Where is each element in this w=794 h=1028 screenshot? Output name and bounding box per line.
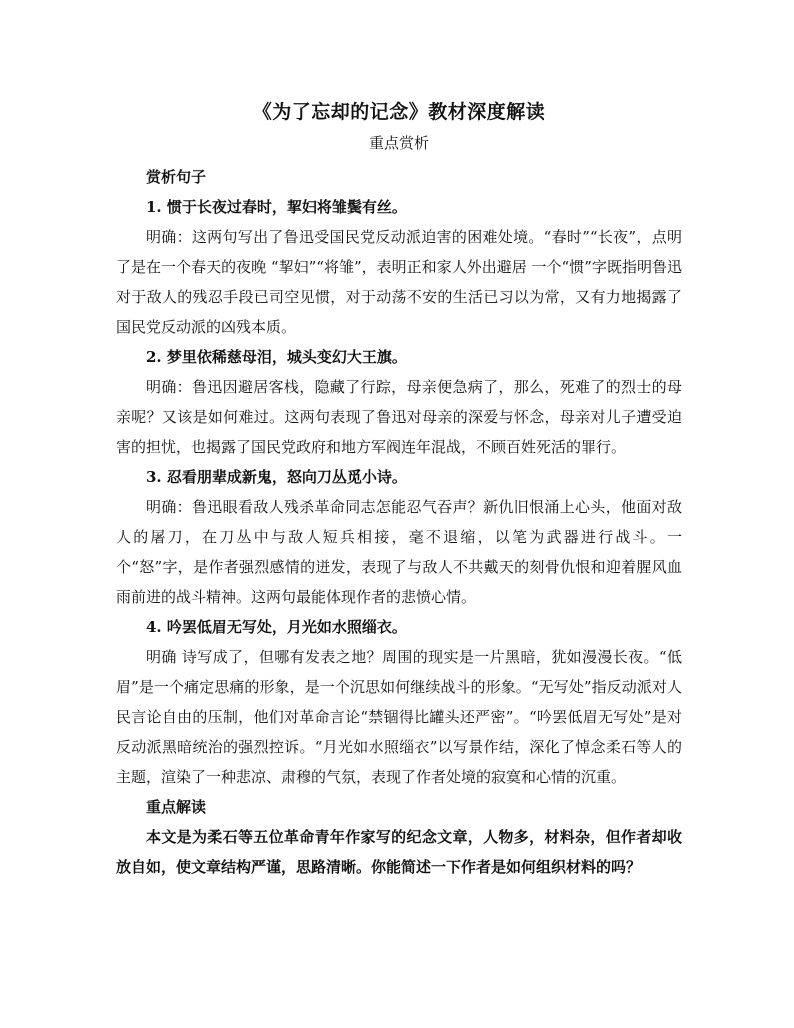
item-title-1: 1. 惯于长夜过春时，挈妇将雏鬓有丝。: [146, 198, 407, 216]
document-page: [116, 98, 682, 882]
key-reading-body: 本文是为柔石等五位革命青年作家写的纪念文章，人物多，材料杂，但作者却收放自如，使文章结构严谨，思路清晰。你能简述一下作者是如何组织材料的吗？: [116, 828, 682, 876]
item-body-3: 明确：鲁迅眼看敌人残杀革命同志怎能忍气吞声？新仇旧恨涌上心头，他面对敌人的屠刀，在刀丛中与敌人短兵相接，毫不退缩，以笔为武器进行战斗。一个“怒”字，是作者强烈感情的迸发，表现了与敌人不共戴天的刻骨仇恨和迎着腥风血雨前进的战斗精神。这两句最能体现作者的悲愤心情。: [116, 498, 682, 606]
item-title-2: 2. 梦里依稀慈母泪，城头变幻大王旗。: [146, 348, 407, 366]
item-title-3: 3. 忍看朋辈成新鬼，怒向刀丛觅小诗。: [146, 468, 407, 486]
document-subtitle: 重点赏析: [368, 134, 429, 152]
item-title-4: 4. 吟罢低眉无写处，月光如水照缁衣。: [146, 618, 407, 636]
item-body-2: 明确：鲁迅因避居客栈，隐藏了行踪，母亲便急病了，那么，死难了的烈士的母亲呢？又该是如何难过。这两句表现了鲁迅对母亲的深爱与怀念，母亲对儿子遭受迫害的担忧，也揭露了国民党政府和地方军阀连年混战，不顾百姓死活的罪行。: [116, 378, 682, 456]
item-body-4: 明确 诗写成了，但哪有发表之地？周围的现实是一片黑暗，犹如漫漫长夜。“低眉”是一个痛定思痛的形象，是一个沉思如何继续战斗的形象。“无写处”指反动派对人民言论自由的压制，他们对革命言论“禁锢得比罐头还严密”。“吟罢低眉无写处”是对反动派黑暗统治的强烈控诉。“月光如水照缁衣”以写景作结，深化了悼念柔石等人的主题，渲染了一种悲凉、肃穆的气氛，表现了作者处境的寂寞和心情的沉重。: [116, 648, 682, 786]
section-heading-analysis: 赏析句子: [146, 168, 207, 186]
document-title: 《为了忘却的记念》教材深度解读: [252, 101, 546, 123]
section-heading-key-reading: 重点解读: [146, 798, 207, 816]
item-body-1: 明确：这两句写出了鲁迅受国民党反动派迫害的困难处境。“春时”“长夜”，点明了是在一个春天的夜晚 “挈妇”“将雏”，表明正和家人外出避居 一个“惯”字既指明鲁迅对于敌人的残忍手段已司空见惯，对于动荡不安的生活已习以为常，又有力地揭露了国民党反动派的凶残本质。: [116, 228, 682, 336]
